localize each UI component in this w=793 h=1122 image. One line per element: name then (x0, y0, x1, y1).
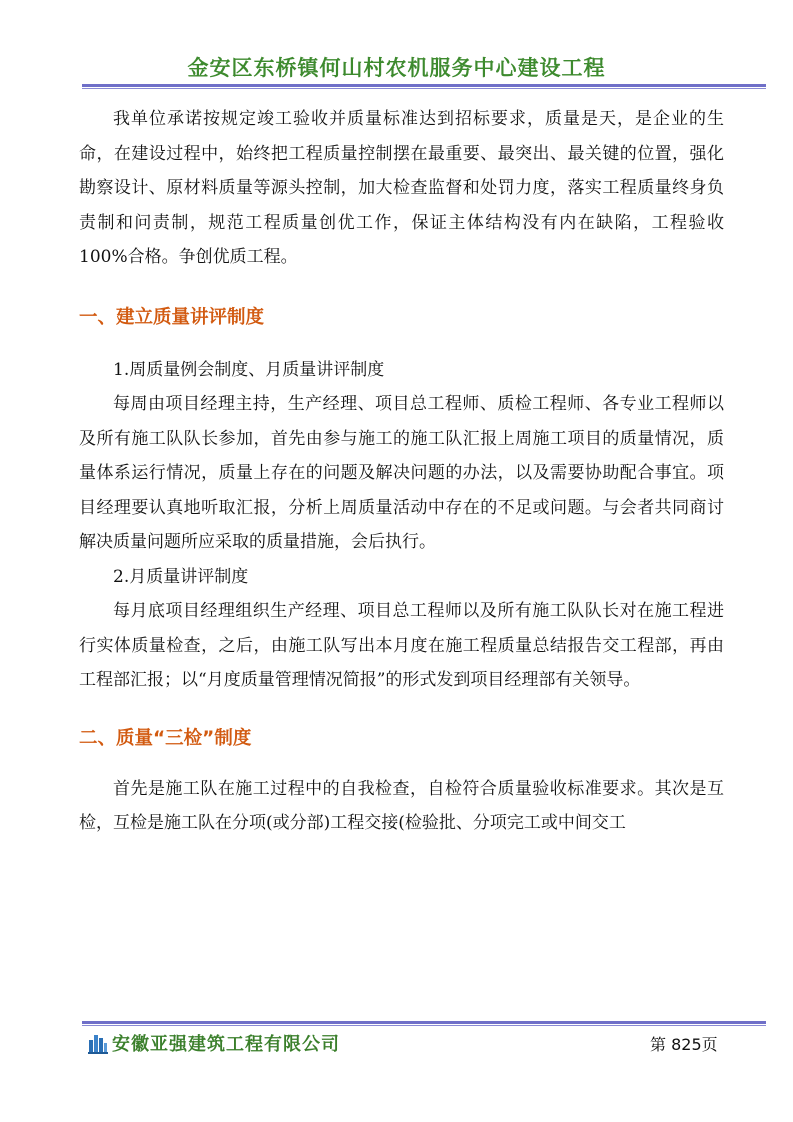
building-logo-icon (88, 1032, 108, 1054)
section-heading-quality-review: 一、建立质量讲评制度 (79, 306, 265, 328)
subheading-weekly-meeting: 1.周质量例会制度、月质量讲评制度 (113, 359, 385, 380)
footer-company (88, 1030, 340, 1056)
page-number: 第 825页 (650, 1035, 718, 1054)
footer-rule-thin (82, 1025, 766, 1026)
header-title: 金安区东桥镇何山村农机服务中心建设工程 (187, 56, 606, 80)
intro-paragraph: 我单位承诺按规定竣工验收并质量标准达到招标要求，质量是天，是企业的生命，在建设过程中，始终把工程质量控制摆在最重要、最突出、最关键的位置，强化勘察设计、原材料质量等源头控制，加大检查监督和处罚力度，落实工程质量终身负责制和问责制，规范工程质量创优工作，保证主体结构没有内在缺陷，工程验收 100%合格。争创优质工程。 (79, 109, 724, 267)
header-rule-thin (82, 88, 766, 89)
weekly-meeting-paragraph: 每周由项目经理主持，生产经理、项目总工程师、质检工程师、各专业工程师以及所有施工队队长参加，首先由参与施工的施工队汇报上周施工项目的质量情况，质量体系运行情况，质量上存在的问题及解决问题的办法，以及需要协助配合事宜。项目经理要认真地听取汇报，分析上周质量活动中存在的不足或问题。与会者共同商讨解决质量问题所应采取的质量措施，会后执行。 (79, 394, 724, 552)
header-rule (82, 84, 766, 87)
page-content (79, 102, 724, 841)
footer-company-name: 安徽亚强建筑工程有限公司 (112, 1034, 340, 1055)
three-checks-paragraph: 首先是施工队在施工过程中的自我检查，自检符合质量验收标准要求。其次是互检，互检是施工队在分项(或分部)工程交接(检验批、分项完工或中间交工 (79, 778, 724, 833)
footer-rule (82, 1021, 766, 1024)
subheading-monthly-review: 2.月质量讲评制度 (113, 566, 249, 587)
monthly-review-paragraph: 每月底项目经理组织生产经理、项目总工程师以及所有施工队队长对在施工程进行实体质量检查，之后，由施工队写出本月度在施工程质量总结报告交工程部，再由工程部汇报；以“月度质量管理情况简报”的形式发到项目经理部有关领导。 (79, 601, 724, 690)
section-heading-three-checks: 二、质量“三检”制度 (79, 727, 252, 749)
